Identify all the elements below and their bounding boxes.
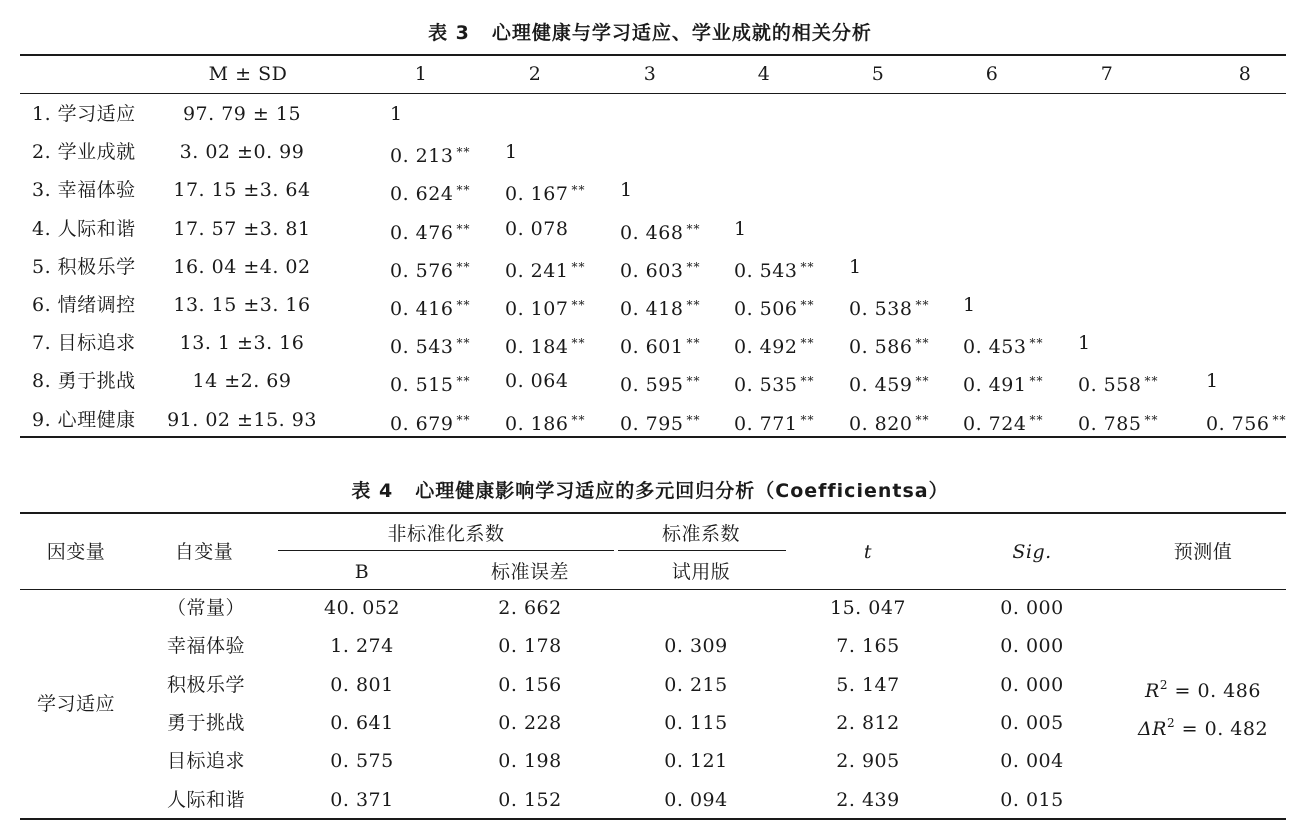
- table3-cell: [963, 331, 1043, 359]
- table3-cell: [505, 255, 585, 283]
- table4-header-independent: 自变量: [174, 541, 234, 563]
- table3-header-rule: [20, 93, 1286, 94]
- table4-dependent-value: 学习适应: [36, 693, 116, 715]
- table4-cell-variable: 幸福体验: [166, 635, 246, 658]
- table3-cell: [849, 255, 862, 279]
- significance-marker: **: [571, 336, 586, 351]
- table3-cell-value: 0. 184: [505, 336, 569, 359]
- table4-cell-se: 0. 178: [498, 635, 562, 658]
- table4-header-unstd: 非标准化系数: [387, 523, 505, 545]
- table3-cell-value: 0. 820: [849, 412, 913, 435]
- table3-cell-value: 0. 515: [390, 374, 454, 397]
- significance-marker: **: [456, 336, 471, 351]
- table3-header-col-5: 5: [871, 63, 885, 85]
- table3-cell-value: 0. 724: [963, 412, 1027, 435]
- table3-cell: [505, 331, 585, 359]
- table4-cell-variable: （常量）: [166, 597, 246, 619]
- table3-cell: [390, 293, 470, 321]
- table4-header-rule: [20, 589, 1286, 590]
- table3-cell: [390, 255, 470, 283]
- table3-cell-value: 1: [390, 103, 403, 125]
- table4-title: [0, 476, 1300, 503]
- table3-cell: [734, 369, 814, 397]
- table4-cell-b: 0. 801: [330, 673, 394, 696]
- table3-header-col-2: 2: [528, 63, 542, 85]
- table3-row-label: 2. 学业成就: [32, 141, 136, 164]
- table4-top-rule: [20, 512, 1286, 514]
- table3-label: 表 3: [428, 22, 470, 44]
- table3-cell: [849, 293, 929, 321]
- table4-unstd-rule: [278, 550, 614, 551]
- table4-header-sig: Sig.: [1012, 541, 1052, 563]
- table3-cell: [963, 293, 976, 317]
- table3-row-msd: 13. 15 ±3. 16: [173, 294, 311, 316]
- significance-marker: **: [915, 336, 930, 351]
- table3-cell-value: 0. 418: [620, 298, 684, 320]
- table3-cell-value: 0. 468: [620, 221, 684, 244]
- table3-cell-value: 1: [505, 141, 518, 164]
- table3-cell-value: 0. 538: [849, 298, 913, 320]
- table3-cell: [620, 293, 700, 321]
- table3-cell: [1206, 369, 1219, 393]
- table3-cell: [390, 408, 470, 436]
- table3-cell: [734, 408, 814, 436]
- significance-marker: **: [800, 298, 815, 312]
- table4-cell-variable: 人际和谐: [166, 788, 246, 811]
- significance-marker: **: [456, 145, 471, 160]
- significance-marker: **: [456, 259, 471, 274]
- table4-label: 表 4: [351, 480, 394, 502]
- significance-marker: **: [800, 412, 815, 427]
- table4-cell-t: 2. 812: [836, 711, 900, 734]
- significance-marker: **: [456, 298, 471, 312]
- table4-cell-beta: 0. 094: [664, 788, 728, 811]
- table4-cell-sig: 0. 000: [1000, 673, 1064, 696]
- table3-cell-value: 0. 595: [620, 374, 684, 397]
- table3-cell-value: 1: [1206, 370, 1219, 393]
- table3-cell-value: 0. 213: [390, 145, 454, 168]
- table3-cell: [505, 140, 518, 164]
- table3-cell-value: 0. 167: [505, 183, 569, 206]
- table3-cell: [620, 369, 700, 397]
- table3-cell: [963, 408, 1043, 436]
- significance-marker: **: [800, 374, 815, 389]
- table3-cell-value: 1: [734, 217, 747, 240]
- table4-header-b: B: [354, 561, 370, 583]
- significance-marker: **: [1029, 412, 1044, 427]
- significance-marker: **: [686, 298, 701, 312]
- table3-cell-value: 1: [620, 179, 633, 202]
- table3-cell: [505, 293, 585, 321]
- table3-row-label: 6. 情绪调控: [32, 294, 136, 316]
- table3-cell: [505, 217, 568, 241]
- significance-marker: **: [456, 183, 471, 198]
- table3-cell: [1078, 331, 1091, 355]
- table3-cell-value: 0. 416: [390, 298, 454, 320]
- table4-cell-se: 0. 156: [498, 673, 562, 696]
- table4-header-t: t: [863, 541, 873, 563]
- table3-cell-value: 0. 543: [390, 336, 454, 359]
- table3-cell: [620, 255, 700, 283]
- table4-cell-beta: 0. 121: [664, 750, 728, 773]
- table3-cell: [390, 178, 470, 206]
- table3-row-label: 1. 学习适应: [32, 103, 136, 125]
- table3-row-msd: 3. 02 ±0. 99: [179, 141, 305, 164]
- table3-bottom-rule: [20, 436, 1286, 438]
- table3-cell: [390, 102, 403, 126]
- table3-cell-value: 0. 756: [1206, 412, 1270, 435]
- table4-header-std: 标准系数: [661, 523, 741, 545]
- table3-cell: [734, 293, 814, 321]
- table4-cell-sig: 0. 000: [1000, 635, 1064, 658]
- table4-cell-t: 5. 147: [836, 673, 900, 696]
- table3-cell: [505, 408, 585, 436]
- table3-cell: [620, 408, 700, 436]
- table3-cell: [620, 217, 700, 245]
- table3-header-col-1: 1: [414, 63, 428, 85]
- table3-cell-value: 0. 679: [390, 412, 454, 435]
- table3-cell: [849, 408, 929, 436]
- table3-cell-value: 0. 186: [505, 412, 569, 435]
- table3-top-rule: [20, 54, 1286, 56]
- significance-marker: **: [1144, 374, 1159, 389]
- table3-cell-value: 0. 586: [849, 336, 913, 359]
- table3-cell-value: 0. 506: [734, 298, 798, 320]
- table4-cell-t: 2. 439: [836, 788, 900, 811]
- table3-cell: [734, 255, 814, 283]
- table4-cell-se: 2. 662: [498, 597, 562, 619]
- table3-header-col-3: 3: [643, 63, 657, 85]
- table4-cell-t: 15. 047: [829, 597, 907, 619]
- significance-marker: **: [571, 183, 586, 198]
- significance-marker: **: [686, 336, 701, 351]
- r2-label: R: [1145, 680, 1160, 702]
- table3-row-label: 9. 心理健康: [32, 408, 136, 431]
- table3-row-msd: 13. 1 ±3. 16: [179, 332, 305, 355]
- table3-cell: [390, 217, 470, 245]
- table3-cell: [1078, 408, 1158, 436]
- table4-cell-b: 0. 641: [330, 711, 394, 734]
- table3-title: [0, 18, 1300, 45]
- table3-cell-value: 0. 491: [963, 374, 1027, 397]
- significance-marker: **: [800, 259, 815, 274]
- significance-marker: **: [686, 259, 701, 274]
- table4-cell-b: 0. 575: [330, 750, 394, 773]
- table4-cell-t: 2. 905: [836, 750, 900, 773]
- table4-cell-sig: 0. 015: [1000, 788, 1064, 811]
- table4-cell-sig: 0. 004: [1000, 750, 1064, 773]
- table3-header-col-8: 8: [1238, 63, 1252, 85]
- significance-marker: **: [1029, 336, 1044, 351]
- table3-row-msd: 17. 57 ±3. 81: [173, 217, 311, 240]
- table3-cell: [505, 369, 568, 393]
- table4-cell-t: 7. 165: [836, 635, 900, 658]
- table3-cell: [390, 369, 470, 397]
- table3-cell: [1078, 369, 1158, 397]
- table3-cell-value: 0. 492: [734, 336, 798, 359]
- table4-cell-se: 0. 152: [498, 788, 562, 811]
- table4-std-rule: [618, 550, 786, 551]
- table3-header-col-4: 4: [757, 63, 771, 85]
- significance-marker: **: [915, 374, 930, 389]
- table4-cell-b: 1. 274: [330, 635, 394, 658]
- r2-value: = 0. 486: [1168, 680, 1261, 702]
- table3-cell-value: 1: [1078, 332, 1091, 355]
- table3-cell-value: 1: [849, 255, 862, 278]
- table4-cell-se: 0. 228: [498, 711, 562, 734]
- significance-marker: **: [800, 336, 815, 351]
- table3-row-label: 3. 幸福体验: [32, 179, 136, 202]
- table4-cell-se: 0. 198: [498, 750, 562, 773]
- table3-cell-value: 0. 576: [390, 259, 454, 282]
- table3-row-label: 4. 人际和谐: [32, 217, 136, 240]
- significance-marker: **: [686, 221, 701, 236]
- table4-cell-b: 40. 052: [323, 597, 401, 619]
- significance-marker: **: [571, 298, 586, 312]
- table3-cell-value: 0. 064: [505, 370, 569, 393]
- table3-cell-value: 0. 453: [963, 336, 1027, 359]
- table4-cell-sig: 0. 000: [1000, 597, 1064, 619]
- table3-cell: [390, 331, 470, 359]
- table3-cell-value: 0. 078: [505, 217, 569, 240]
- table3-cell: [849, 369, 929, 397]
- table3-cell: [963, 369, 1043, 397]
- table4-bottom-rule: [20, 818, 1286, 820]
- table3-cell-value: 0. 603: [620, 259, 684, 282]
- significance-marker: **: [571, 259, 586, 274]
- table3-cell-value: 0. 624: [390, 183, 454, 206]
- table4-delta-r2: [1138, 711, 1268, 741]
- delta-r2-label: ΔR: [1137, 718, 1167, 740]
- table4-cell-beta: 0. 115: [664, 711, 728, 734]
- table3-cell: [849, 331, 929, 359]
- table3-cell-value: 0. 601: [620, 336, 684, 359]
- table3-cell-value: 0. 459: [849, 374, 913, 397]
- table3-cell: [620, 178, 633, 202]
- table3-cell: [505, 178, 585, 206]
- significance-marker: **: [456, 412, 471, 427]
- table3-row-label: 5. 积极乐学: [32, 255, 136, 278]
- significance-marker: **: [686, 374, 701, 389]
- table3-cell-value: 1: [963, 294, 976, 316]
- table4-cell-variable: 积极乐学: [166, 673, 246, 696]
- table3-row-msd: 97. 79 ± 15: [182, 103, 302, 125]
- significance-marker: **: [1029, 374, 1044, 389]
- significance-marker: **: [456, 221, 471, 236]
- table3-cell: [620, 331, 700, 359]
- table3-cell: [390, 140, 470, 168]
- table4-header-pred: 预测值: [1173, 541, 1233, 563]
- table3-cell: [1206, 408, 1286, 436]
- table3-cell-value: 0. 771: [734, 412, 798, 435]
- significance-marker: **: [1144, 412, 1159, 427]
- table4-caption: 心理健康影响学习适应的多元回归分析（Coefficientsa）: [415, 480, 949, 502]
- table4-cell-sig: 0. 005: [1000, 711, 1064, 734]
- table3-header-col-6: 6: [985, 63, 999, 85]
- table3-cell: [734, 217, 747, 241]
- table4-header-dependent: 因变量: [46, 541, 106, 563]
- table3-cell-value: 0. 241: [505, 259, 569, 282]
- table3-header-msd: M ± SD: [208, 63, 288, 85]
- delta-r2-value: = 0. 482: [1175, 718, 1269, 740]
- table4-r2: [1145, 673, 1261, 703]
- significance-marker: **: [456, 374, 471, 389]
- table3-header-col-7: 7: [1100, 63, 1114, 85]
- table3-row-msd: 16. 04 ±4. 02: [173, 255, 311, 278]
- r2-sup: 2: [1159, 678, 1169, 692]
- significance-marker: **: [571, 412, 586, 427]
- table3-row-msd: 14 ±2. 69: [192, 370, 292, 393]
- table3-row-msd: 17. 15 ±3. 64: [173, 179, 311, 202]
- table3-cell-value: 0. 558: [1078, 374, 1142, 397]
- table3-cell-value: 0. 535: [734, 374, 798, 397]
- table3-cell-value: 0. 785: [1078, 412, 1142, 435]
- table3-row-label: 7. 目标追求: [32, 332, 136, 355]
- significance-marker: **: [686, 412, 701, 427]
- table4-cell-variable: 勇于挑战: [166, 711, 246, 734]
- table3-cell: [734, 331, 814, 359]
- delta-r2-sup: 2: [1166, 716, 1176, 730]
- significance-marker: **: [915, 412, 930, 427]
- table3-cell-value: 0. 795: [620, 412, 684, 435]
- table3-caption: 心理健康与学习适应、学业成就的相关分析: [491, 22, 872, 44]
- table4-header-trial: 试用版: [671, 561, 731, 583]
- significance-marker: **: [1272, 412, 1287, 427]
- table4-header-se: 标准误差: [490, 561, 570, 583]
- table3-row-label: 8. 勇于挑战: [32, 370, 136, 393]
- table4-cell-beta: 0. 309: [664, 635, 728, 658]
- significance-marker: **: [915, 298, 930, 312]
- table3-cell-value: 0. 476: [390, 221, 454, 244]
- table3-row-msd: 91. 02 ±15. 93: [167, 408, 317, 431]
- table4-cell-b: 0. 371: [330, 788, 394, 811]
- table4-cell-beta: 0. 215: [664, 673, 728, 696]
- table3-cell-value: 0. 543: [734, 259, 798, 282]
- table3-cell-value: 0. 107: [505, 298, 569, 320]
- table4-cell-variable: 目标追求: [166, 750, 246, 773]
